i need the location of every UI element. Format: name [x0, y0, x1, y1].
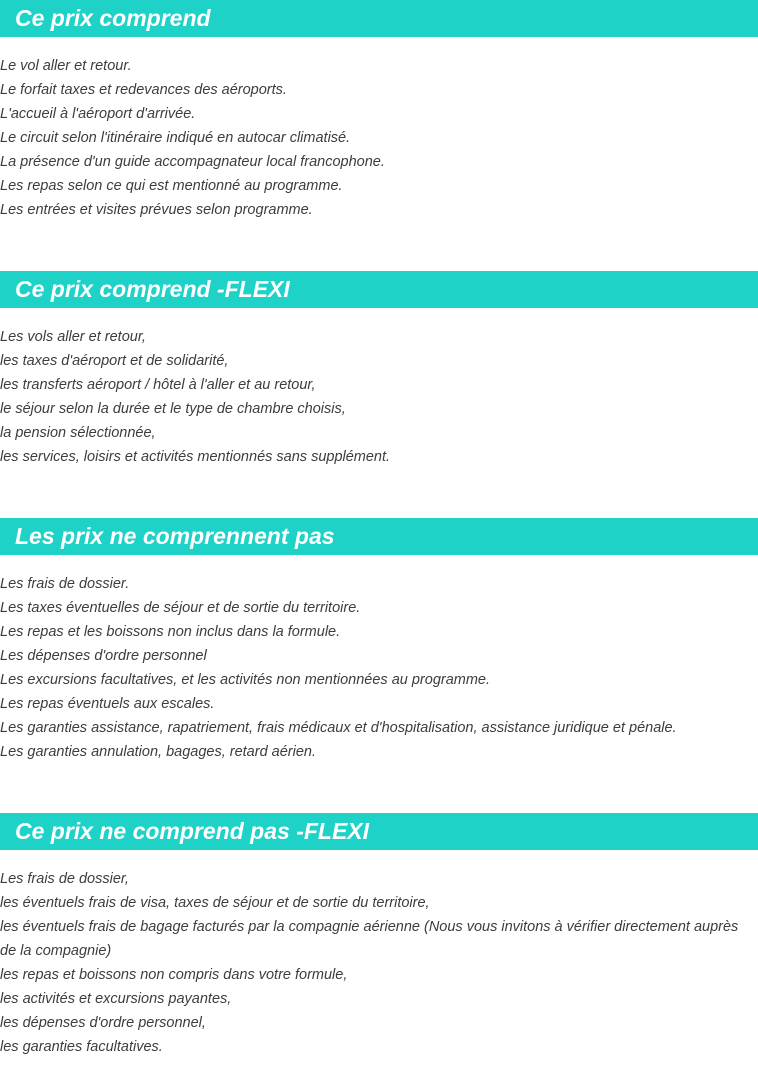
- section-title: Ce prix comprend: [0, 0, 758, 37]
- section-price-includes-flexi: [0, 271, 758, 469]
- list-item: Les frais de dossier,: [0, 871, 129, 887]
- list-item: Les repas et les boissons non inclus dans la formule.: [0, 624, 341, 640]
- list-item: L'accueil à l'aéroport d'arrivée.: [0, 106, 196, 122]
- list-item: Les vols aller et retour,: [0, 329, 146, 345]
- list-item: les repas et boissons non compris dans votre formule,: [0, 967, 348, 983]
- list-item: La présence d'un guide accompagnateur local francophone.: [0, 154, 385, 170]
- item-list: [0, 37, 758, 222]
- list-item: Les excursions facultatives, et les activités non mentionnées au programme.: [0, 672, 491, 688]
- list-item: les garanties facultatives.: [0, 1039, 163, 1055]
- list-item: les activités et excursions payantes,: [0, 991, 232, 1007]
- list-item: Le forfait taxes et redevances des aéroports.: [0, 82, 287, 98]
- list-item: les dépenses d'ordre personnel,: [0, 1015, 206, 1031]
- list-item: les transferts aéroport / hôtel à l'aller et au retour,: [0, 377, 316, 393]
- list-item: les services, loisirs et activités mentionnés sans supplément.: [0, 449, 391, 465]
- list-item: Le vol aller et retour.: [0, 58, 132, 74]
- section-title: Ce prix ne comprend pas -FLEXI: [0, 813, 758, 850]
- list-item: Les entrées et visites prévues selon programme.: [0, 202, 313, 218]
- section-price-excludes: [0, 518, 758, 764]
- list-item: Le circuit selon l'itinéraire indiqué en autocar climatisé.: [0, 130, 351, 146]
- list-item: le séjour selon la durée et le type de chambre choisis,: [0, 401, 346, 417]
- list-item: Les garanties annulation, bagages, retard aérien.: [0, 744, 316, 760]
- item-list: [0, 850, 758, 1059]
- list-item: Les dépenses d'ordre personnel: [0, 648, 207, 664]
- item-list: [0, 308, 758, 469]
- list-item: la pension sélectionnée,: [0, 425, 156, 441]
- section-title: Les prix ne comprennent pas: [0, 518, 758, 555]
- item-list: [0, 555, 758, 764]
- list-item: Les repas selon ce qui est mentionné au programme.: [0, 178, 343, 194]
- list-item: Les taxes éventuelles de séjour et de sortie du territoire.: [0, 600, 361, 616]
- list-item: les éventuels frais de bagage facturés par la compagnie aérienne (Nous vous invitons à vérifier directement auprès de la compagnie): [0, 919, 739, 959]
- section-price-includes: [0, 0, 758, 222]
- list-item: les taxes d'aéroport et de solidarité,: [0, 353, 229, 369]
- section-price-excludes-flexi: [0, 813, 758, 1059]
- list-item: Les repas éventuels aux escales.: [0, 696, 215, 712]
- list-item: Les frais de dossier.: [0, 576, 130, 592]
- section-title: Ce prix comprend -FLEXI: [0, 271, 758, 308]
- list-item: Les garanties assistance, rapatriement, frais médicaux et d'hospitalisation, assistance juridique et pénale.: [0, 720, 677, 736]
- list-item: les éventuels frais de visa, taxes de séjour et de sortie du territoire,: [0, 895, 430, 911]
